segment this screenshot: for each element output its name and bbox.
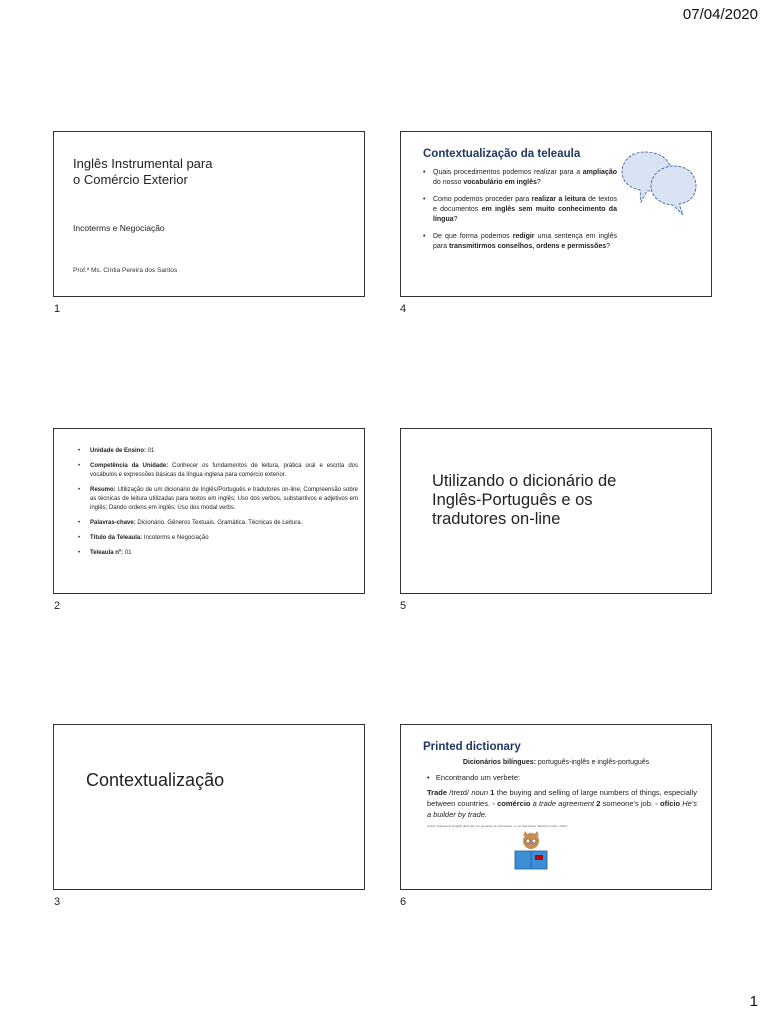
slide-title: Utilizando o dicionário de Inglês-Português e os tradutores on-line [432, 472, 617, 528]
citation: (Fonte: Password: English dictionary for speakers of portuguese. 3. ed. São Paulo: Martins Fontes, 2010.) [427, 824, 568, 828]
slide-subheading: Dicionários bilíngues: português-inglês e inglês-português [462, 759, 650, 766]
dictionary-reader-illustration [513, 831, 549, 871]
slide-subtitle: Incoterms e Negociação [73, 223, 165, 233]
slide-2 [53, 428, 365, 594]
page-number: 1 [749, 993, 758, 1010]
slide-heading: Printed dictionary [423, 741, 521, 753]
slide-number: 4 [400, 303, 407, 315]
speech-bubbles-icon [621, 148, 705, 218]
slide-1 [53, 131, 365, 297]
list-item: • Como podemos proceder para realizar a leitura de textos e documentos em inglês sem muito conhecimento da língua? [423, 195, 617, 225]
slide-heading: Contextualização da teleaula [423, 148, 581, 160]
slide-number: 6 [400, 896, 407, 908]
list-item: • Teleaula nº: 01 [76, 549, 358, 558]
slide-number: 3 [54, 896, 61, 908]
list-item: • Unidade de Ensino: 01 [76, 447, 358, 456]
slide-number: 2 [54, 600, 61, 612]
question-list [423, 168, 617, 259]
list-item: • Competência da Unidade: Conhecer os fundamentos de leitura, prática oral e escrita dos vocábulos e expressões básicas da língua inglesa para comércio exterior. [76, 462, 358, 480]
print-date: 07/04/2020 [682, 6, 758, 23]
bullet-item: • Encontrando um verbete: [427, 773, 521, 782]
info-list [76, 447, 358, 564]
slide-number: 5 [400, 600, 407, 612]
slide-title: Contextualização [86, 770, 225, 790]
slide-3 [53, 724, 365, 890]
slide-6 [400, 724, 712, 890]
slide-4 [400, 131, 712, 297]
slide-author: Prof.ª Ms. Cíntia Pereira dos Santos [73, 267, 178, 274]
slide-number: 1 [54, 303, 61, 315]
list-item: • Quais procedimentos podemos realizar para a ampliação do nosso vocabulário em inglês? [423, 168, 617, 188]
list-item: • Resumo: Utilização de um dicionário de Inglês/Português e tradutores on-line; Compreensão sobre as técnicas de leitura utilizadas para textos em inglês; Uso dos verbos, substantivos e adjetivos em inglês; Dando ordens em inglês; Uso dos modal verbs. [76, 486, 358, 513]
list-item: • De que forma podemos redigir uma sentença em inglês para transmitirmos conselhos, ordens e permissões? [423, 232, 617, 252]
slide-5 [400, 428, 712, 594]
list-item: • Título da Teleaula: Incoterms e Negociação [76, 534, 358, 543]
slide-title: Inglês Instrumental para o Comércio Exterior [73, 156, 213, 187]
dictionary-entry: Trade /treɪd/ noun 1 the buying and selling of large numbers of things, especially between countries. ◦ comércio a trade agreement 2 someone's job. ◦ ofício He's a builder by trade. [427, 788, 697, 819]
list-item: • Palavras-chave: Dicionário. Gêneros Textuais. Gramática. Técnicas de Leitura. [76, 519, 358, 528]
